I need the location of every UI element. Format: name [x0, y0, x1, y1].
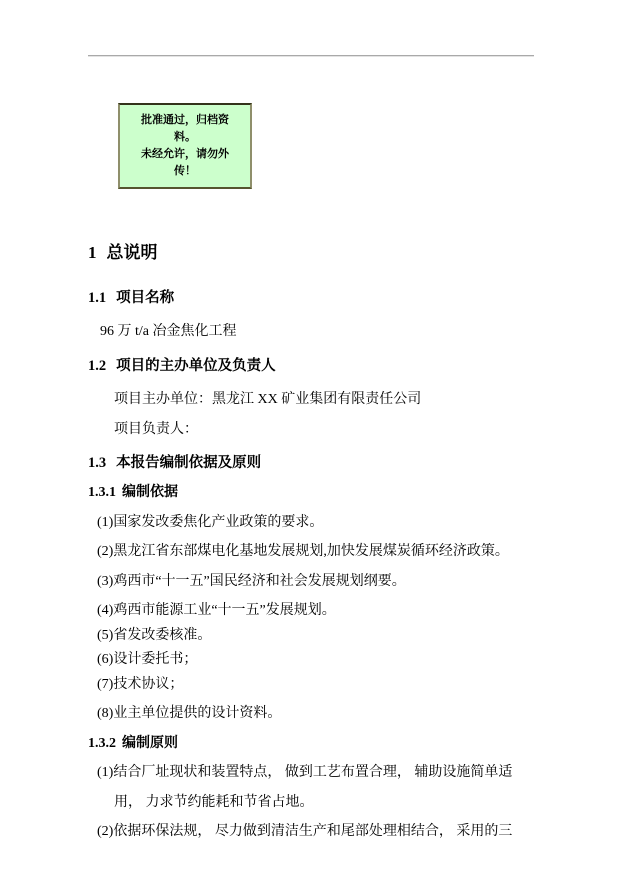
- section-heading-1-2: [88, 357, 558, 375]
- section-number: 1.2: [88, 357, 107, 374]
- chapter-heading: [88, 242, 558, 263]
- subsection-title: 编制原则: [122, 735, 178, 751]
- basis-item: (5)省发改委核准。: [97, 627, 212, 643]
- basis-item: (2)黑龙江省东部煤电化基地发展规划,加快发展煤炭循环经济政策。: [97, 544, 509, 560]
- section-title: 本报告编制依据及原则: [116, 455, 262, 471]
- basis-item: (7)技术协议；: [97, 676, 184, 692]
- subsection-number: 1.3.2: [88, 735, 116, 751]
- basis-item: (8)业主单位提供的设计资料。: [97, 706, 282, 722]
- chapter-number: 1: [88, 243, 97, 262]
- basis-item: (1)国家发改委焦化产业政策的要求。: [97, 514, 324, 530]
- section-title: 项目名称: [116, 290, 175, 307]
- section-number: 1.1: [88, 290, 107, 307]
- stamp-line: 传！: [174, 165, 196, 177]
- stamp-line: 料。: [174, 131, 196, 143]
- chapter-title: 总说明: [106, 243, 158, 262]
- basis-item: (4)鸡西市能源工业“十一五”发展规划。: [97, 603, 336, 619]
- principle-item-line: (1)结合厂址现状和装置特点， 做到工艺布置合理， 辅助设施简单适: [97, 765, 513, 781]
- sponsor-line: 项目主办单位：黑龙江 XX 矿业集团有限责任公司: [114, 392, 422, 407]
- basis-item: (3)鸡西市“十一五”国民经济和社会发展规划纲要。: [97, 573, 406, 589]
- leader-line: 项目负责人：: [114, 421, 198, 437]
- basis-item: (6)设计委托书；: [97, 652, 198, 668]
- subsection-heading-1-3-1: [88, 484, 558, 502]
- subsection-heading-1-3-2: [88, 735, 558, 753]
- approval-stamp-box: [118, 103, 252, 189]
- header-rule: [88, 55, 534, 56]
- principle-item-continuation: 用， 力求节约能耗和节省占地。: [114, 794, 314, 810]
- section-title: 项目的主办单位及负责人: [116, 357, 276, 374]
- section-heading-1-1: [88, 289, 558, 307]
- stamp-line: 未经允许，请勿外: [141, 148, 229, 160]
- subsection-title: 编制依据: [122, 485, 178, 501]
- principle-item-line: (2)依据环保法规， 尽力做到清洁生产和尾部处理相结合， 采用的三: [97, 824, 513, 840]
- project-name-text: 96 万 t/a 冶金焦化工程: [100, 324, 237, 340]
- stamp-line: 批准通过，归档资: [141, 114, 229, 126]
- section-heading-1-3: [88, 454, 558, 472]
- subsection-number: 1.3.1: [88, 485, 116, 501]
- section-number: 1.3: [88, 455, 107, 471]
- document-body: [88, 242, 558, 841]
